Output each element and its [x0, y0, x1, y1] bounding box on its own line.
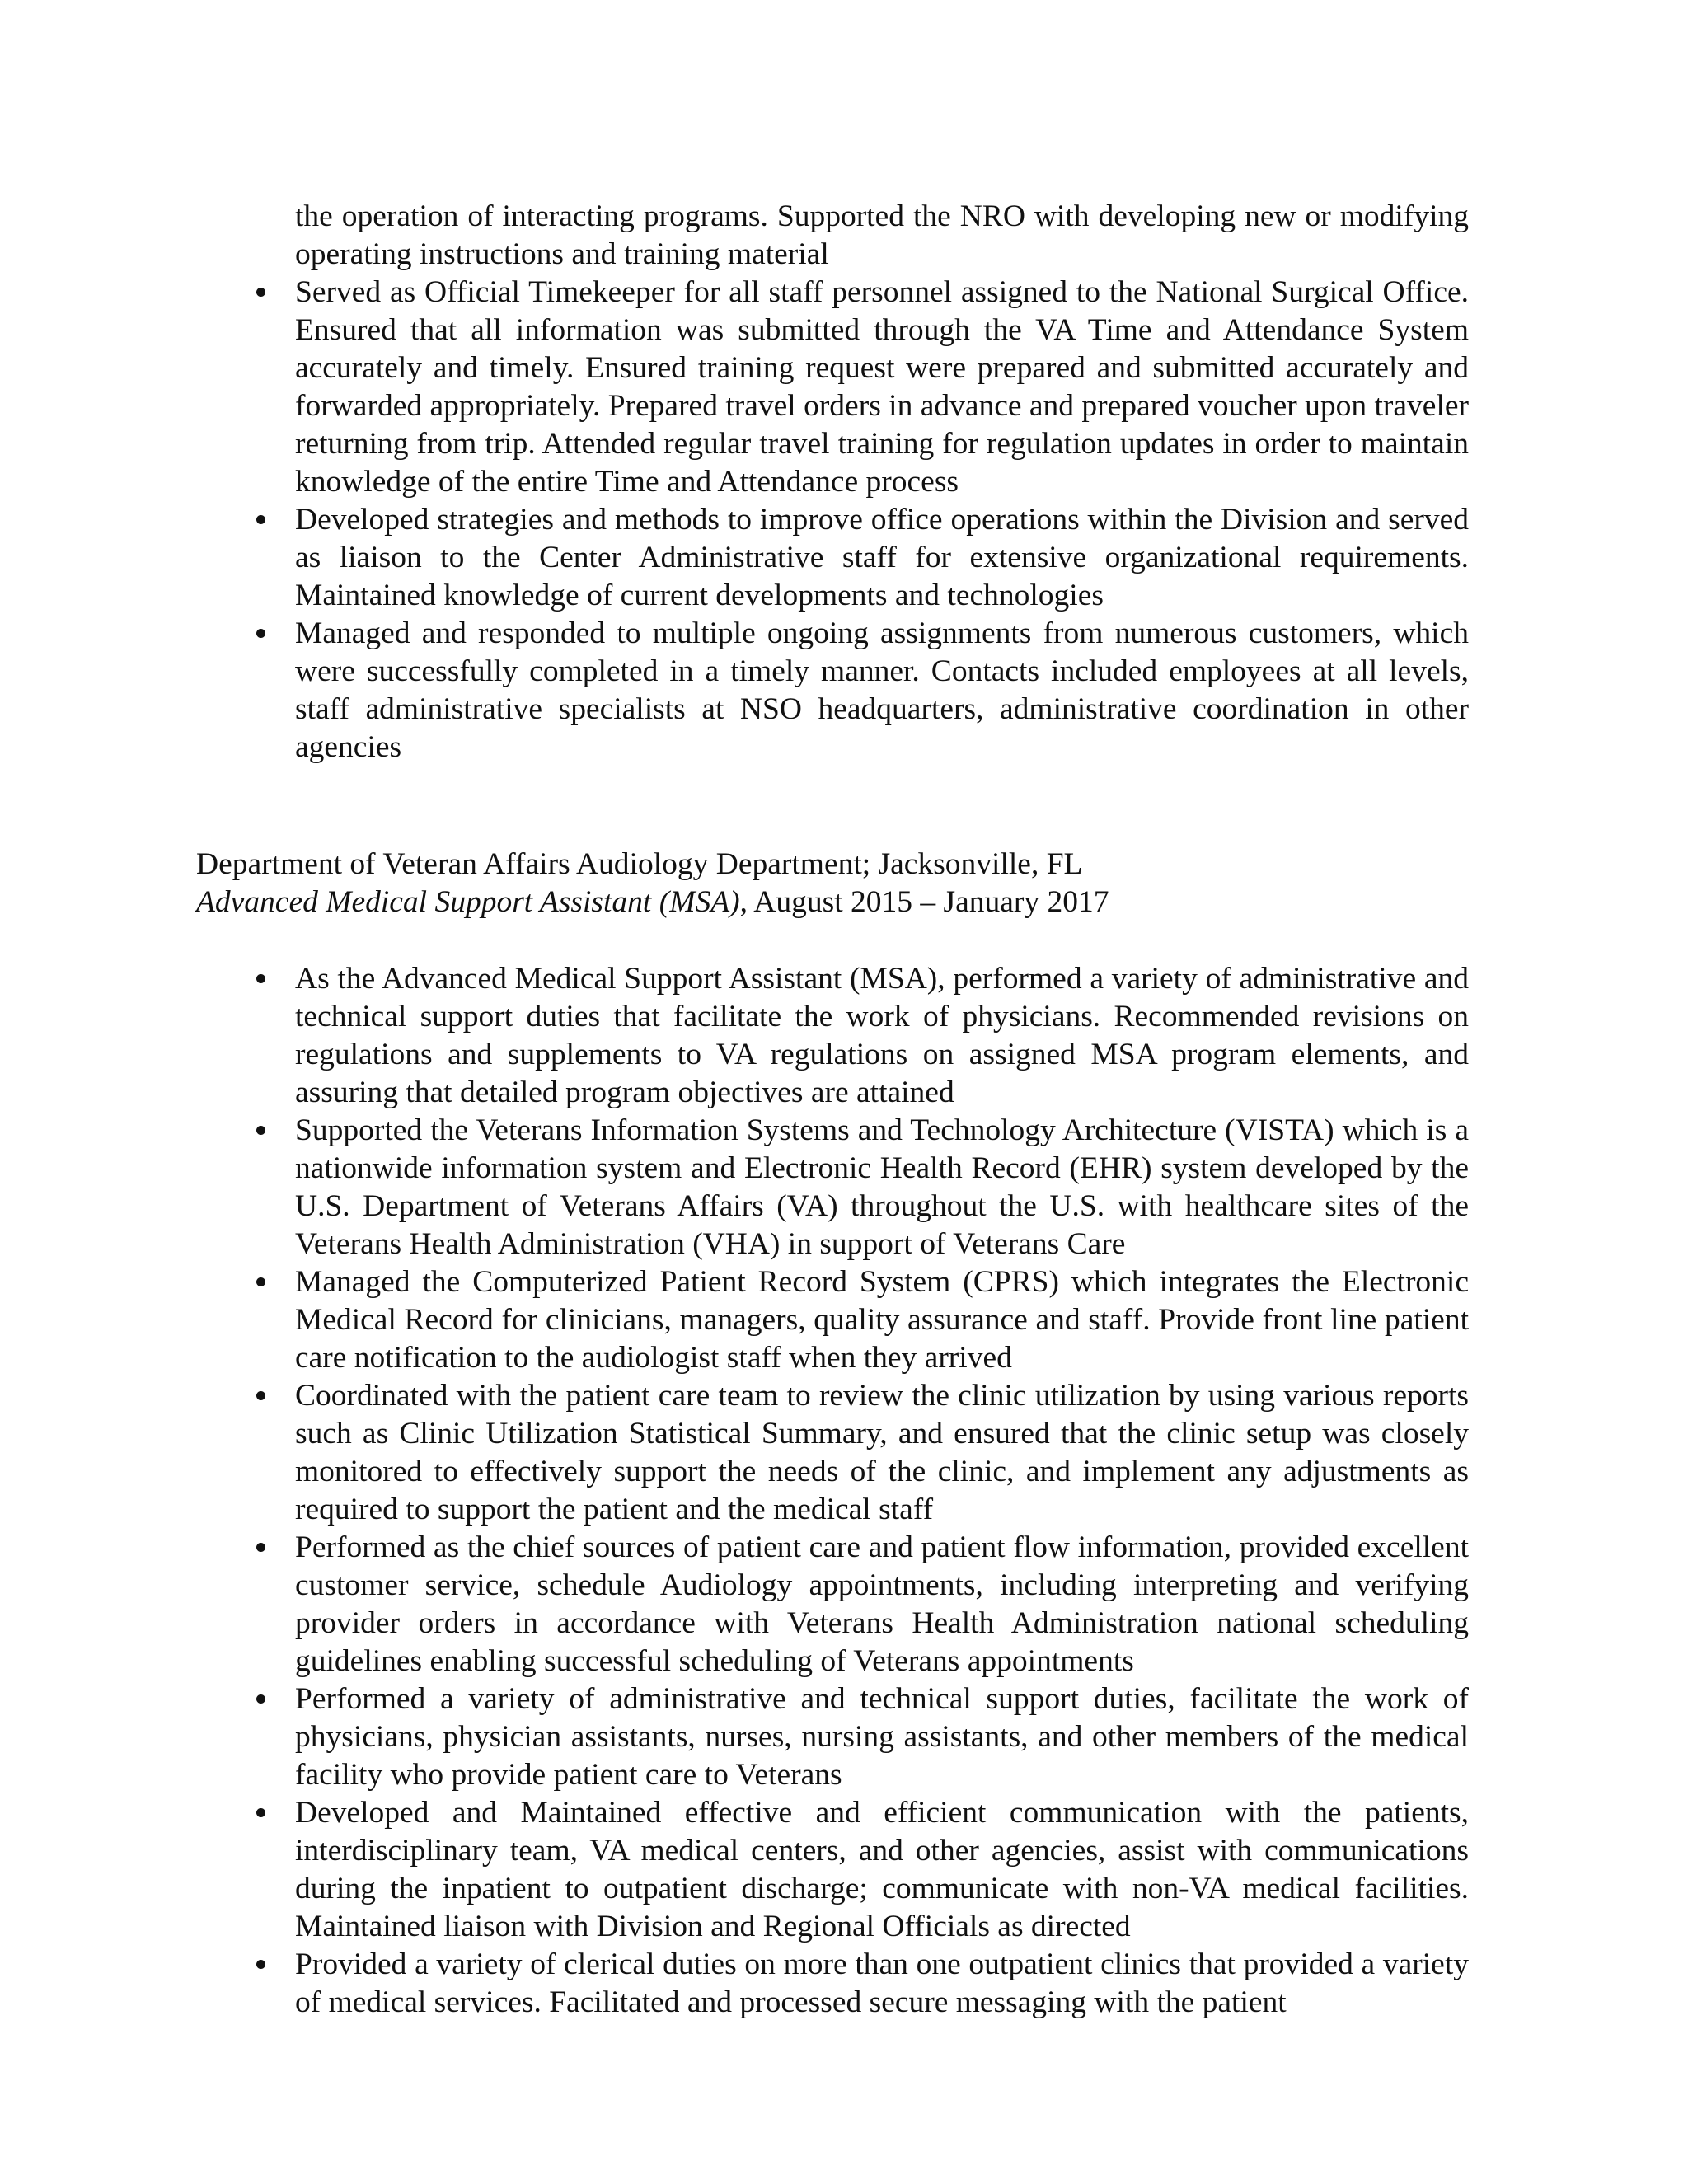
position-title-line [196, 883, 1469, 921]
bullet-icon [248, 1112, 273, 1150]
bullet-icon [248, 1680, 273, 1718]
list-item-text: Supported the Veterans Information Systems and Technology Architecture (VISTA) which is a nationwide information system and Electronic Health Record (EHR) system developed by the U.S. Department of Veterans Affairs (VA) throughout the U.S. with healthcare sites of the Veterans Health Administration (VHA) in support of Veterans Care [295, 1113, 1469, 1261]
employment-dates: , August 2015 – January 2017 [739, 885, 1109, 919]
duties-list-previous-position [196, 274, 1469, 766]
job-title: Advanced Medical Support Assistant (MSA) [196, 885, 740, 919]
bullet-icon [248, 615, 273, 653]
list-item-text: Performed as the chief sources of patient care and patient flow information, provided excellent customer service, schedule Audiology appointments, including interpreting and verifying provider orders in accordance with Veterans Health Administration national scheduling guidelines enabling successful scheduling of Veterans appointments [295, 1530, 1469, 1678]
bullet-icon [248, 1529, 273, 1567]
bullet-icon [248, 960, 273, 998]
employer-name: Department of Veteran Affairs Audiology Department; Jacksonville, FL [196, 847, 1083, 881]
list-item [196, 501, 1469, 615]
list-item [196, 1263, 1469, 1377]
bullet-icon [248, 1377, 273, 1415]
list-item-text: Developed and Maintained effective and efficient communication with the patients, interdisciplinary team, VA medical centers, and other agencies, assist with communications during the inpatient to outpatient discharge; communicate with non-VA medical facilities. Maintained liaison with Division and Regional Officials as directed [295, 1796, 1469, 1943]
list-item-text: Coordinated with the patient care team to review the clinic utilization by using various reports such as Clinic Utilization Statistical Summary, and ensured that the clinic setup was closely monitored to effectively support the needs of the clinic, and implement any adjustments as required to support the patient and the medical staff [295, 1379, 1469, 1526]
list-item [196, 615, 1469, 766]
list-item-text: As the Advanced Medical Support Assistant (MSA), performed a variety of administrative and technical support duties that facilitate the work of physicians. Recommended revisions on regulations and supplements to VA regulations on assigned MSA program elements, and assuring that detailed program objectives are attained [295, 962, 1469, 1109]
list-item-text: Performed a variety of administrative and technical support duties, facilitate the work of physicians, physician assistants, nurses, nursing assistants, and other members of the medical facility who provide patient care to Veterans [295, 1682, 1469, 1792]
list-item [196, 1112, 1469, 1263]
duties-list-msa [196, 960, 1469, 2022]
continued-bullet-text: the operation of interacting programs. Supported the NRO with developing new or modifying operating instructions and training material [295, 199, 1469, 271]
list-item-text: Managed and responded to multiple ongoing assignments from numerous customers, which were successfully completed in a timely manner. Contacts included employees at all levels, staff administrative specialists at NSO headquarters, administrative coordination in other agencies [295, 616, 1469, 764]
position-header [196, 846, 1469, 921]
list-item [196, 1377, 1469, 1529]
list-item [196, 1529, 1469, 1680]
list-item [196, 1946, 1469, 2022]
list-item [196, 274, 1469, 501]
bullet-icon [248, 1263, 273, 1301]
list-item [196, 1680, 1469, 1794]
list-item [196, 960, 1469, 1112]
list-item-text: Managed the Computerized Patient Record System (CPRS) which integrates the Electronic Medical Record for clinicians, managers, quality assurance and staff. Provide front line patient care notification to the audiologist staff when they arrived [295, 1265, 1469, 1375]
bullet-icon [248, 274, 273, 312]
bullet-icon [248, 501, 273, 539]
bullet-icon [248, 1794, 273, 1832]
list-item-text: Served as Official Timekeeper for all staff personnel assigned to the National Surgical Office. Ensured that all information was submitted through the VA Time and Attendance System accurately and timely. Ensured training request were prepared and submitted accurately and forwarded appropriately. Prepared travel orders in advance and prepared voucher upon traveler returning from trip. Attended regular travel training for regulation updates in order to maintain knowledge of the entire Time and Attendance process [295, 275, 1469, 499]
list-item-text: Developed strategies and methods to improve office operations within the Division and served as liaison to the Center Administrative staff for extensive organizational requirements. Maintained knowledge of current developments and technologies [295, 503, 1469, 612]
list-item-text: Provided a variety of clerical duties on more than one outpatient clinics that provided a variety of medical services. Facilitated and processed secure messaging with the patient [295, 1947, 1469, 2019]
list-item [196, 1794, 1469, 1946]
bullet-icon [248, 1946, 273, 1984]
